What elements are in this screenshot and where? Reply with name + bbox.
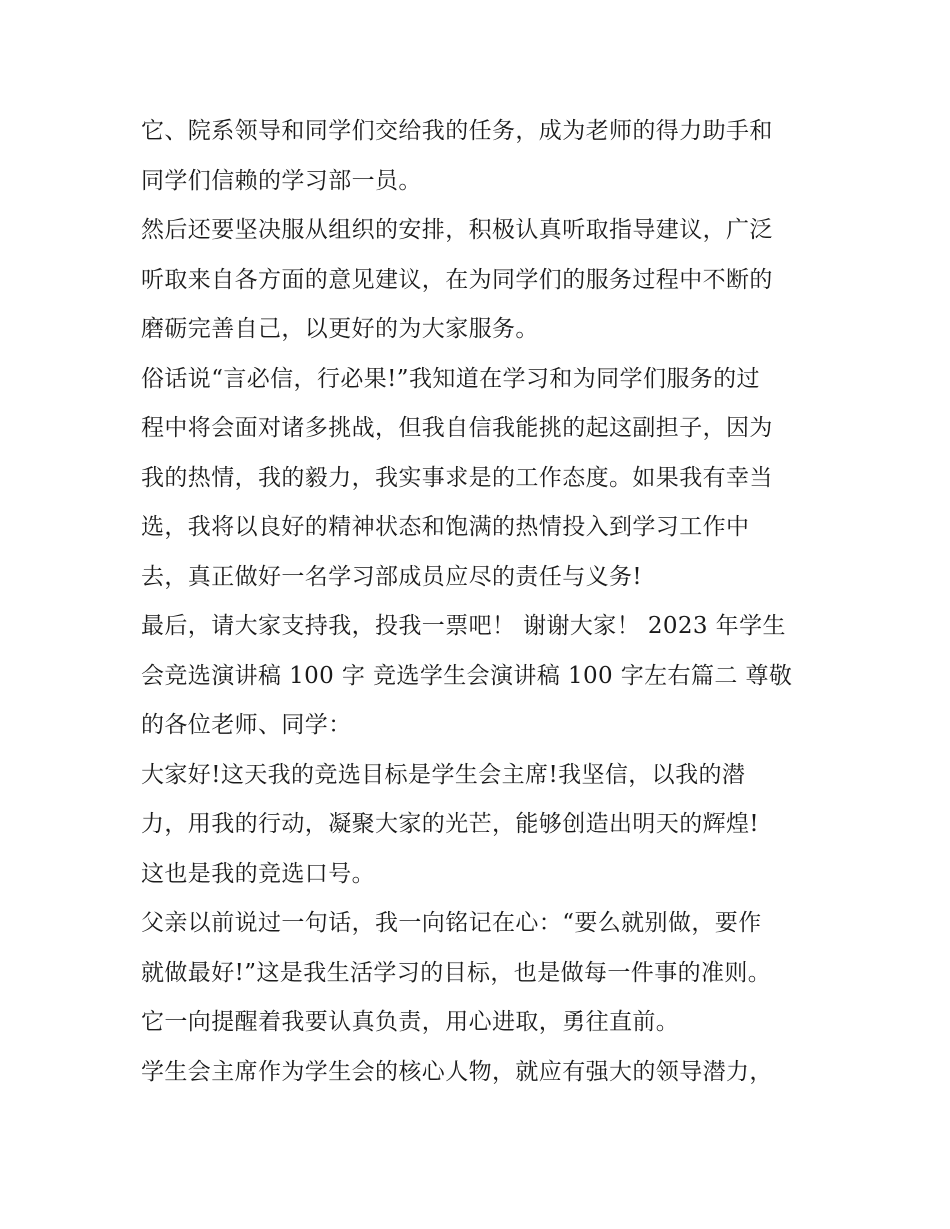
- text-line: 去，真正做好一名学习部成员应尽的责任与义务!: [141, 563, 643, 590]
- text-line: 它一向提醒着我要认真负责，用心进取，勇往直前。: [141, 1009, 680, 1035]
- text-line: 这也是我的竞选口号。: [141, 860, 375, 887]
- text-line: 磨砺完善自己，以更好的为大家服务。: [141, 316, 539, 342]
- text-line: 然后还要坚决服从组织的安排，积极认真听取指导建议，广泛: [141, 217, 773, 243]
- text-line: 俗话说“言必信，行必果!”我知道在学习和为同学们服务的过: [141, 365, 760, 392]
- text-line: 力，用我的行动，凝聚大家的光芒，能够创造出明天的辉煌!: [141, 811, 760, 837]
- text-line: 的各位老师、同学：: [141, 712, 352, 738]
- text-line: 父亲以前说过一句话，我一向铭记在心：“要么就别做，要作: [141, 910, 762, 936]
- text-line: 同学们信赖的学习部一员。: [141, 167, 422, 194]
- body-text: [141, 107, 831, 1097]
- text-line: 它、院系领导和同学们交给我的任务，成为老师的得力助手和: [141, 118, 773, 144]
- text-line: 我的热情，我的毅力，我实事求是的工作态度。如果我有幸当: [141, 464, 773, 491]
- text-line: 就做最好!”这是我生活学习的目标，也是做每一件事的准则。: [141, 959, 772, 986]
- text-line: 学生会主席作为学生会的核心人物，就应有强大的领导潜力，: [141, 1058, 773, 1085]
- text-line: 选，我将以良好的精神状态和饱满的热情投入到学习工作中: [141, 514, 750, 540]
- text-line: 会竞选演讲稿 100 字 竞选学生会演讲稿 100 字左右篇二 尊敬: [141, 662, 793, 689]
- text-line: 听取来自各方面的意见建议，在为同学们的服务过程中不断的: [141, 266, 773, 293]
- text-line: 程中将会面对诸多挑战，但我自信我能挑的起这副担子，因为: [141, 415, 773, 441]
- text-line: 大家好!这天我的竞选目标是学生会主席!我坚信，以我的潜: [141, 761, 746, 788]
- text-line: 最后，请大家支持我，投我一票吧！ 谢谢大家！ 2023 年学生: [141, 613, 786, 639]
